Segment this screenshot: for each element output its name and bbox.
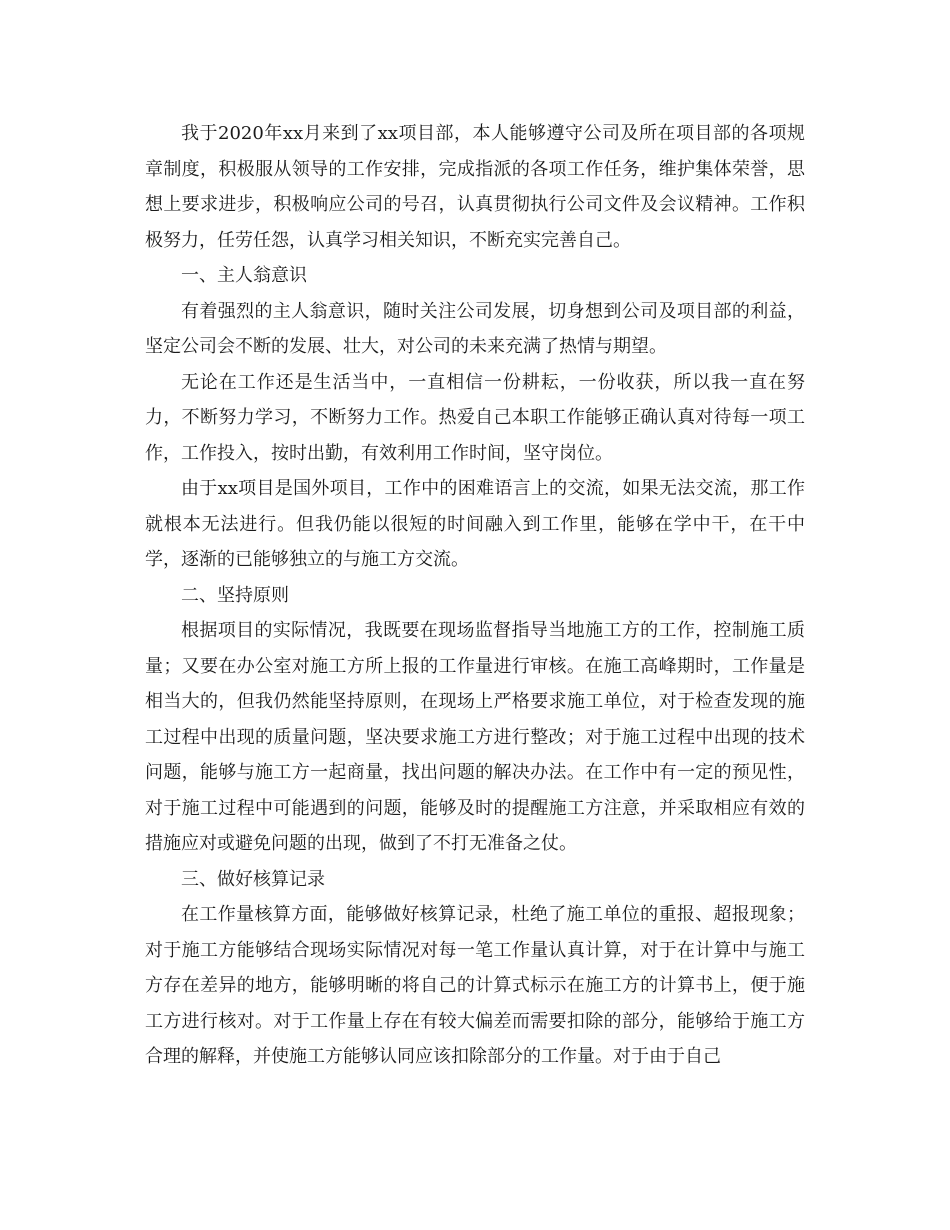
principles-paragraph: 根据项目的实际情况，我既要在现场监督指导当地施工方的工作，控制施工质量；又要在办公室对施工方所上报的工作量进行审核。在施工高峰期时，工作量是相当大的，但我仍然能坚持原则，在现场上严格要求施工单位，对于检查发现的施工过程中出现的质量问题，坚决要求施工方进行整改；对于施工过程中出现的技术问题，能够与施工方一起商量，找出问题的解决办法。在工作中有一定的预见性，对于施工过程中可能遇到的问题，能够及时的提醒施工方注意，并采取相应有效的措施应对或避免问题的出现，做到了不打无准备之仗。 — [145, 620, 805, 854]
ownership-paragraph-3: 由于xx项目是国外项目，工作中的困难语言上的交流，如果无法交流，那工作就根本无法进行。但我仍能以很短的时间融入到工作里，能够在学中干，在干中学，逐渐的已能够独立的与施工方交流。 — [145, 478, 805, 570]
accounting-paragraph: 在工作量核算方面，能够做好核算记录，杜绝了施工单位的重报、超报现象；对于施工方能够结合现场实际情况对每一笔工作量认真计算，对于在计算中与施工方存在差异的地方，能够明晰的将自己的计算式标示在施工方的计算书上，便于施工方进行核对。对于工作量上存在有较大偏差而需要扣除的部分，能够给于施工方合理的解释，并使施工方能够认同应该扣除部分的工作量。对于由于自己 — [145, 904, 805, 1067]
ownership-paragraph-2: 无论在工作还是生活当中，一直相信一份耕耘，一份收获，所以我一直在努力，不断努力学习，不断努力工作。热爱自己本职工作能够正确认真对待每一项工作，工作投入，按时出勤，有效利用工作时间，坚守岗位。 — [145, 371, 805, 464]
section-heading-principles: 二、坚持原则 — [181, 584, 289, 606]
section-heading-accounting: 三、做好核算记录 — [181, 868, 325, 890]
ownership-paragraph-1: 有着强烈的主人翁意识，随时关注公司发展，切身想到公司及项目部的利益，坚定公司会不断的发展、壮大，对公司的未来充满了热情与期望。 — [145, 300, 805, 357]
section-heading-ownership: 一、主人翁意识 — [181, 265, 307, 286]
document-body — [145, 116, 805, 1075]
intro-paragraph: 我于2020年xx月来到了xx项目部，本人能够遵守公司及所在项目部的各项规章制度，积极服从领导的工作安排，完成指派的各项工作任务，维护集体荣誉，思想上要求进步，积极响应公司的号召，认真贯彻执行公司文件及会议精神。工作积极努力，任劳任怨，认真学习相关知识，不断充实完善自己。 — [145, 123, 805, 251]
